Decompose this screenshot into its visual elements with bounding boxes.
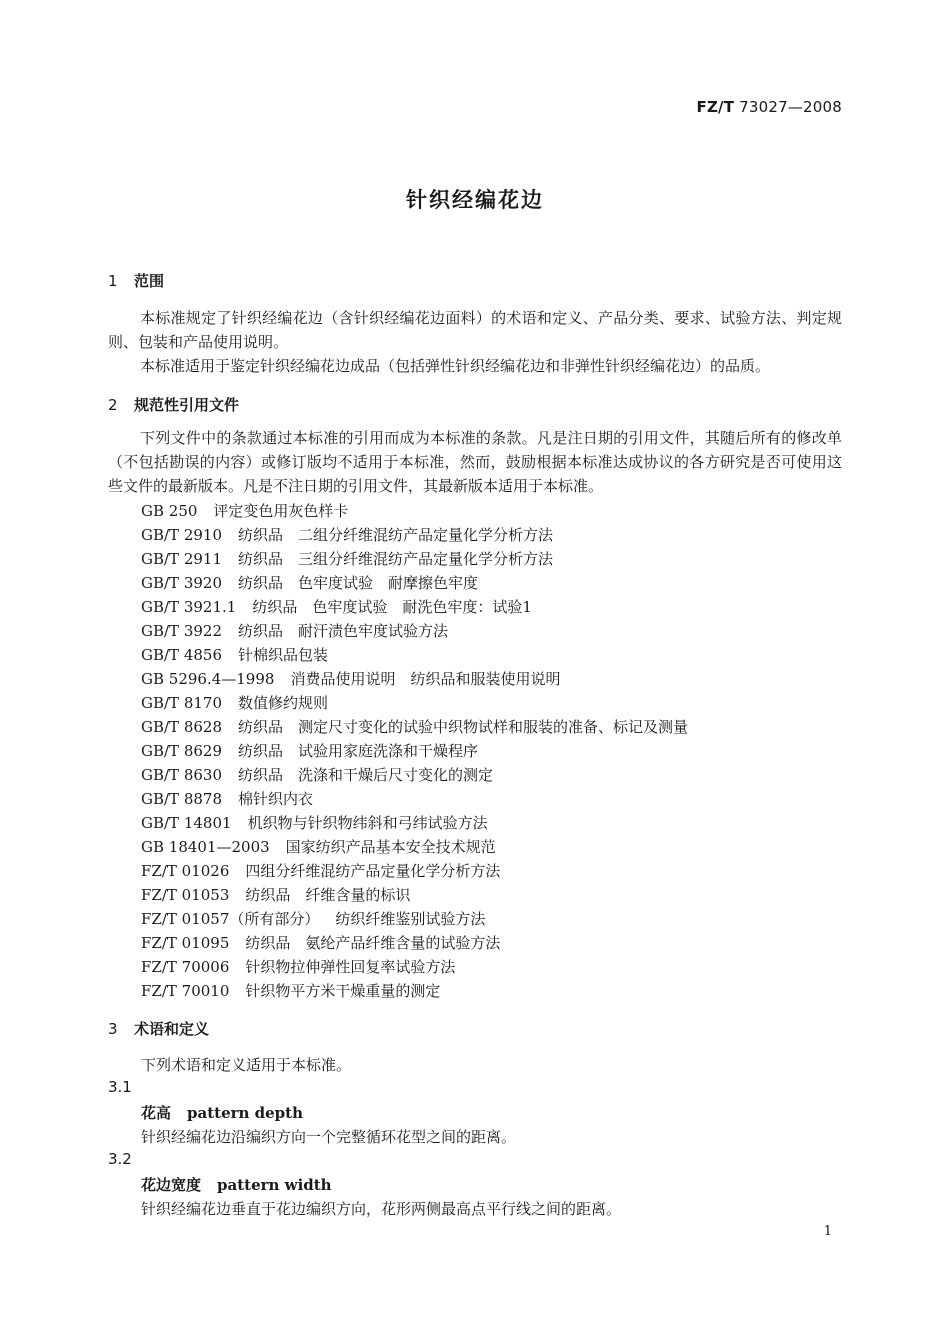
section-title: 规范性引用文件 <box>134 396 240 414</box>
term-zh: 花边宽度 <box>141 1176 202 1194</box>
term-definition: 针织经编花边沿编织方向一个完整循环花型之间的距离。 <box>141 1128 517 1146</box>
section-1-paragraph-1: 本标准规定了针织经编花边（含针织经编花边面料）的术语和定义、产品分类、要求、试验方法、判定规则、包装和产品使用说明。 <box>108 309 842 351</box>
section-title: 范围 <box>134 272 165 290</box>
reference-item: GB 250 评定变色用灰色样卡 <box>141 502 349 520</box>
standard-prefix: FZ/T <box>696 98 735 116</box>
standard-code <box>697 98 843 116</box>
reference-item: GB/T 8630 纺织品 洗涤和干燥后尺寸变化的测定 <box>141 766 494 784</box>
reference-item: GB/T 3922 纺织品 耐汗渍色牢度试验方法 <box>141 622 449 640</box>
document-title: 针织经编花边 <box>406 188 544 212</box>
reference-item: FZ/T 01057（所有部分） 纺织纤维鉴别试验方法 <box>141 910 486 928</box>
term-en: pattern width <box>217 1176 332 1194</box>
reference-item: GB/T 8629 纺织品 试验用家庭洗涤和干燥程序 <box>141 742 479 760</box>
term-en: pattern depth <box>187 1104 304 1122</box>
reference-item: GB/T 2910 纺织品 二组分纤维混纺产品定量化学分析方法 <box>141 526 554 544</box>
section-number: 1 <box>108 272 118 290</box>
section-2-heading <box>108 394 239 415</box>
term-zh: 花高 <box>141 1104 172 1122</box>
reference-item: GB/T 8170 数值修约规则 <box>141 694 329 712</box>
term-number: 3.1 <box>108 1078 132 1096</box>
reference-item: GB/T 3921.1 纺织品 色牢度试验 耐洗色牢度：试验1 <box>141 598 532 616</box>
reference-item: GB/T 14801 机织物与针织物纬斜和弓纬试验方法 <box>141 814 488 832</box>
term-heading <box>141 1102 303 1123</box>
section-title: 术语和定义 <box>134 1020 210 1038</box>
reference-item: FZ/T 01026 四组分纤维混纺产品定量化学分析方法 <box>141 862 501 880</box>
standard-number: 73027—2008 <box>734 98 842 116</box>
term-definition: 针织经编花边垂直于花边编织方向，花形两侧最高点平行线之间的距离。 <box>141 1200 622 1218</box>
section-number: 3 <box>108 1020 118 1038</box>
reference-item: FZ/T 70006 针织物拉伸弹性回复率试验方法 <box>141 958 456 976</box>
section-1-heading <box>108 270 164 291</box>
section-number: 2 <box>108 396 118 414</box>
reference-item: GB 18401—2003 国家纺织产品基本安全技术规范 <box>141 838 496 856</box>
term-number: 3.2 <box>108 1150 132 1168</box>
reference-item: GB/T 8878 棉针织内衣 <box>141 790 314 808</box>
reference-item: GB/T 3920 纺织品 色牢度试验 耐摩擦色牢度 <box>141 574 479 592</box>
reference-item: GB 5296.4—1998 消费品使用说明 纺织品和服装使用说明 <box>141 670 561 688</box>
term-heading <box>141 1174 332 1195</box>
reference-item: FZ/T 70010 针织物平方米干燥重量的测定 <box>141 982 441 1000</box>
reference-item: GB/T 8628 纺织品 测定尺寸变化的试验中织物试样和服装的准备、标记及测量 <box>141 718 689 736</box>
reference-item: GB/T 2911 纺织品 三组分纤维混纺产品定量化学分析方法 <box>141 550 554 568</box>
reference-item: GB/T 4856 针棉织品包装 <box>141 646 329 664</box>
section-3-intro: 下列术语和定义适用于本标准。 <box>141 1056 352 1074</box>
section-2-intro: 下列文件中的条款通过本标准的引用而成为本标准的条款。凡是注日期的引用文件，其随后所有的修改单（不包括勘误的内容）或修订版均不适用于本标准，然而，鼓励根据本标准达成协议的各方研究是否可使用这些文件的最新版本。凡是不注日期的引用文件，其最新版本适用于本标准。 <box>108 429 842 495</box>
section-3-heading <box>108 1018 209 1039</box>
reference-item: FZ/T 01095 纺织品 氨纶产品纤维含量的试验方法 <box>141 934 501 952</box>
section-1-paragraph-2: 本标准适用于鉴定针织经编花边成品（包括弹性针织经编花边和非弹性针织经编花边）的品质。 <box>140 357 771 375</box>
page-number: 1 <box>823 1224 832 1239</box>
reference-item: FZ/T 01053 纺织品 纤维含量的标识 <box>141 886 411 904</box>
